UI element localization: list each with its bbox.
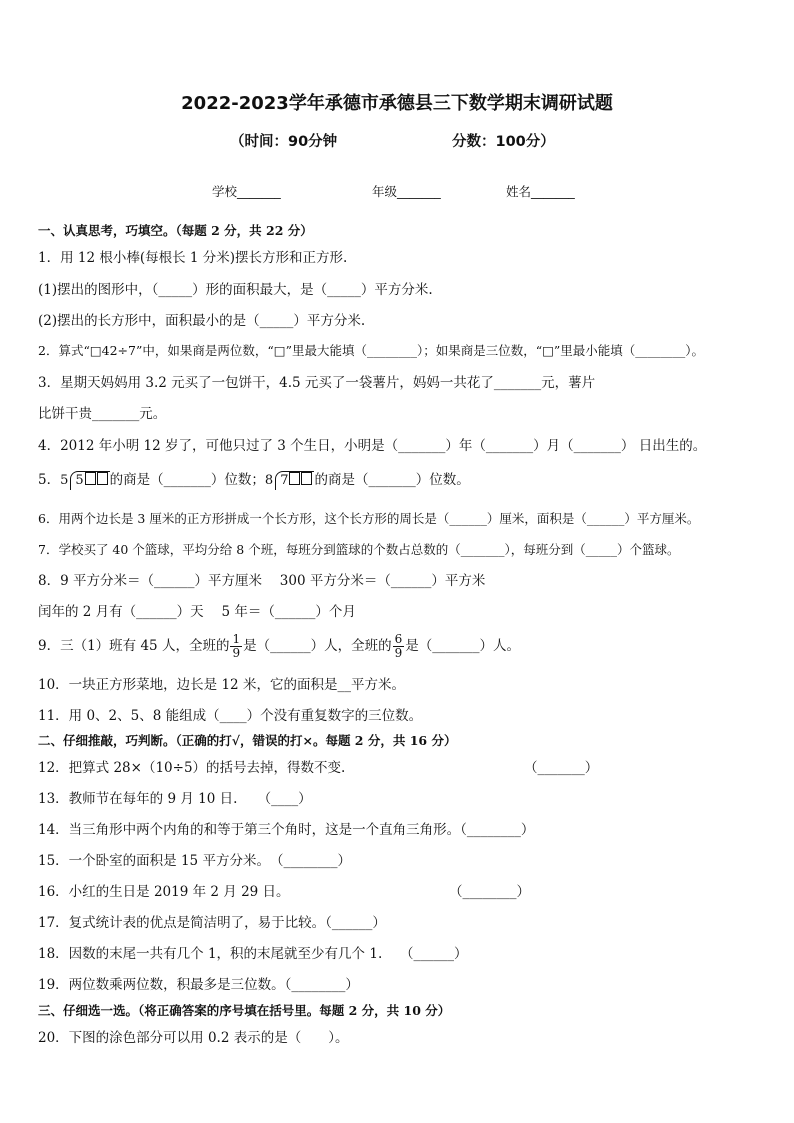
question-8-line-2: 闰年的 2 月有（______）天 5 年＝（______）个月: [38, 604, 356, 620]
question-9: [38, 633, 520, 660]
question-9-text-b: 是（______）人，全班的: [243, 638, 392, 654]
question-20: 20．下图的涂色部分可以用 0.2 表示的是（ ）。: [38, 1030, 349, 1046]
grade-field: 年级_______: [372, 184, 441, 199]
question-17: 17．复式统计表的优点是简洁明了，易于比较。（______）: [38, 915, 386, 931]
question-16-answer-blank: （________）: [449, 884, 530, 900]
question-12-answer-blank: （_______）: [524, 760, 599, 776]
blank-box-icon: [85, 472, 96, 485]
blank-box-icon: [289, 472, 300, 485]
section-3-heading: 三、仔细选一选。（将正确答案的序号填在括号里。每题 2 分，共 10 分）: [38, 1003, 451, 1018]
question-6: 6．用两个边长是 3 厘米的正方形拼成一个长方形，这个长方形的周长是（______）厘米，面积是（______）平方厘米。: [38, 511, 700, 526]
total-score: 分数：100分）: [452, 134, 555, 150]
question-5: [38, 471, 470, 490]
fraction-2-numerator: 6: [394, 632, 403, 646]
question-3-line-1: 3．星期天妈妈用 3.2 元买了一包饼干，4.5 元买了一袋薯片，妈妈一共花了_______元，薯片: [38, 375, 596, 391]
question-9-text-a: 9．三（1）班有 45 人，全班的: [38, 638, 230, 654]
long-division-1: [60, 471, 110, 490]
dividend-1: [70, 471, 109, 490]
school-field: 学校_______: [212, 184, 281, 199]
question-3-line-2: 比饼干贵_______元。: [38, 406, 167, 422]
page-title: 2022-2023学年承德市承德县三下数学期末调研试题: [181, 93, 613, 114]
divisor-2: 8: [264, 473, 274, 488]
blank-box-icon: [97, 472, 108, 485]
question-7: 7．学校买了 40 个篮球，平均分给 8 个班，每班分到篮球的个数占总数的（_______），每班分到（_____）个篮球。: [38, 542, 680, 557]
question-12: 12．把算式 28×（10÷5）的括号去掉，得数不变.: [38, 760, 346, 776]
question-2: 2．算式“□42÷7”中，如果商是两位数，“□”里最大能填（________）；如果商是三位数，“□”里最小能填（________）。: [38, 343, 705, 358]
question-18: 18．因数的末尾一共有几个 1，积的末尾就至少有几个 1. （______）: [38, 946, 468, 962]
section-2-heading: 二、仔细推敲，巧判断。（正确的打√，错误的打×。每题 2 分，共 16 分）: [38, 733, 457, 748]
fraction-one-ninth: [230, 633, 242, 660]
question-4: 4．2012 年小明 12 岁了，可他只过了 3 个生日，小明是（_______）年（_______）月（_______） 日出生的。: [38, 438, 707, 454]
fraction-1-numerator: 1: [232, 632, 241, 646]
long-division-2: [265, 471, 315, 490]
question-15: 15．一个卧室的面积是 15 平方分米。 （________）: [38, 853, 351, 869]
question-8-line-1: 8．9 平方分米＝（______）平方厘米 300 平方分米＝（______）平方米: [38, 573, 486, 589]
question-14: 14．当三角形中两个内角的和等于第三个角时，这是一个直角三角形。（________）: [38, 822, 535, 838]
dividend-2: [275, 471, 314, 490]
dividend-2-digit: 7: [280, 473, 289, 488]
question-9-text-c: 是（_______）人。: [405, 638, 520, 654]
question-13: 13．教师节在每年的 9 月 10 日. （____）: [38, 791, 312, 807]
dividend-1-digit: 5: [75, 473, 84, 488]
question-19: 19．两位数乘两位数，积最多是三位数。（________）: [38, 977, 359, 993]
question-1: 1．用 12 根小棒(每根长 1 分米)摆长方形和正方形.: [38, 250, 348, 266]
question-5-mid: 的商是（_______）位数；: [109, 472, 265, 488]
fraction-2-denominator: 9: [394, 646, 403, 660]
question-5-end: 的商是（_______）位数。: [314, 472, 470, 488]
question-5-number: 5．: [38, 472, 61, 488]
question-10: 10．一块正方形菜地，边长是 12 米，它的面积是__平方米。: [38, 677, 405, 693]
fraction-1-denominator: 9: [232, 646, 241, 660]
question-16: 16．小红的生日是 2019 年 2 月 29 日。: [38, 884, 290, 900]
name-field: 姓名_______: [506, 184, 575, 199]
section-1-heading: 一、认真思考，巧填空。（每题 2 分，共 22 分）: [38, 223, 313, 238]
question-1-part-2: (2)摆出的长方形中，面积最小的是（_____）平方分米.: [38, 313, 366, 329]
fraction-six-ninths: [393, 633, 405, 660]
question-1-part-1: (1)摆出的图形中，（_____）形的面积最大，是（_____）平方分米.: [38, 282, 433, 298]
divisor-1: 5: [60, 473, 69, 488]
question-11: 11．用 0、2、5、8 能组成（____）个没有重复数字的三位数。: [38, 708, 423, 724]
time-limit: （时间：90分钟: [230, 134, 338, 150]
blank-box-icon: [301, 472, 312, 485]
